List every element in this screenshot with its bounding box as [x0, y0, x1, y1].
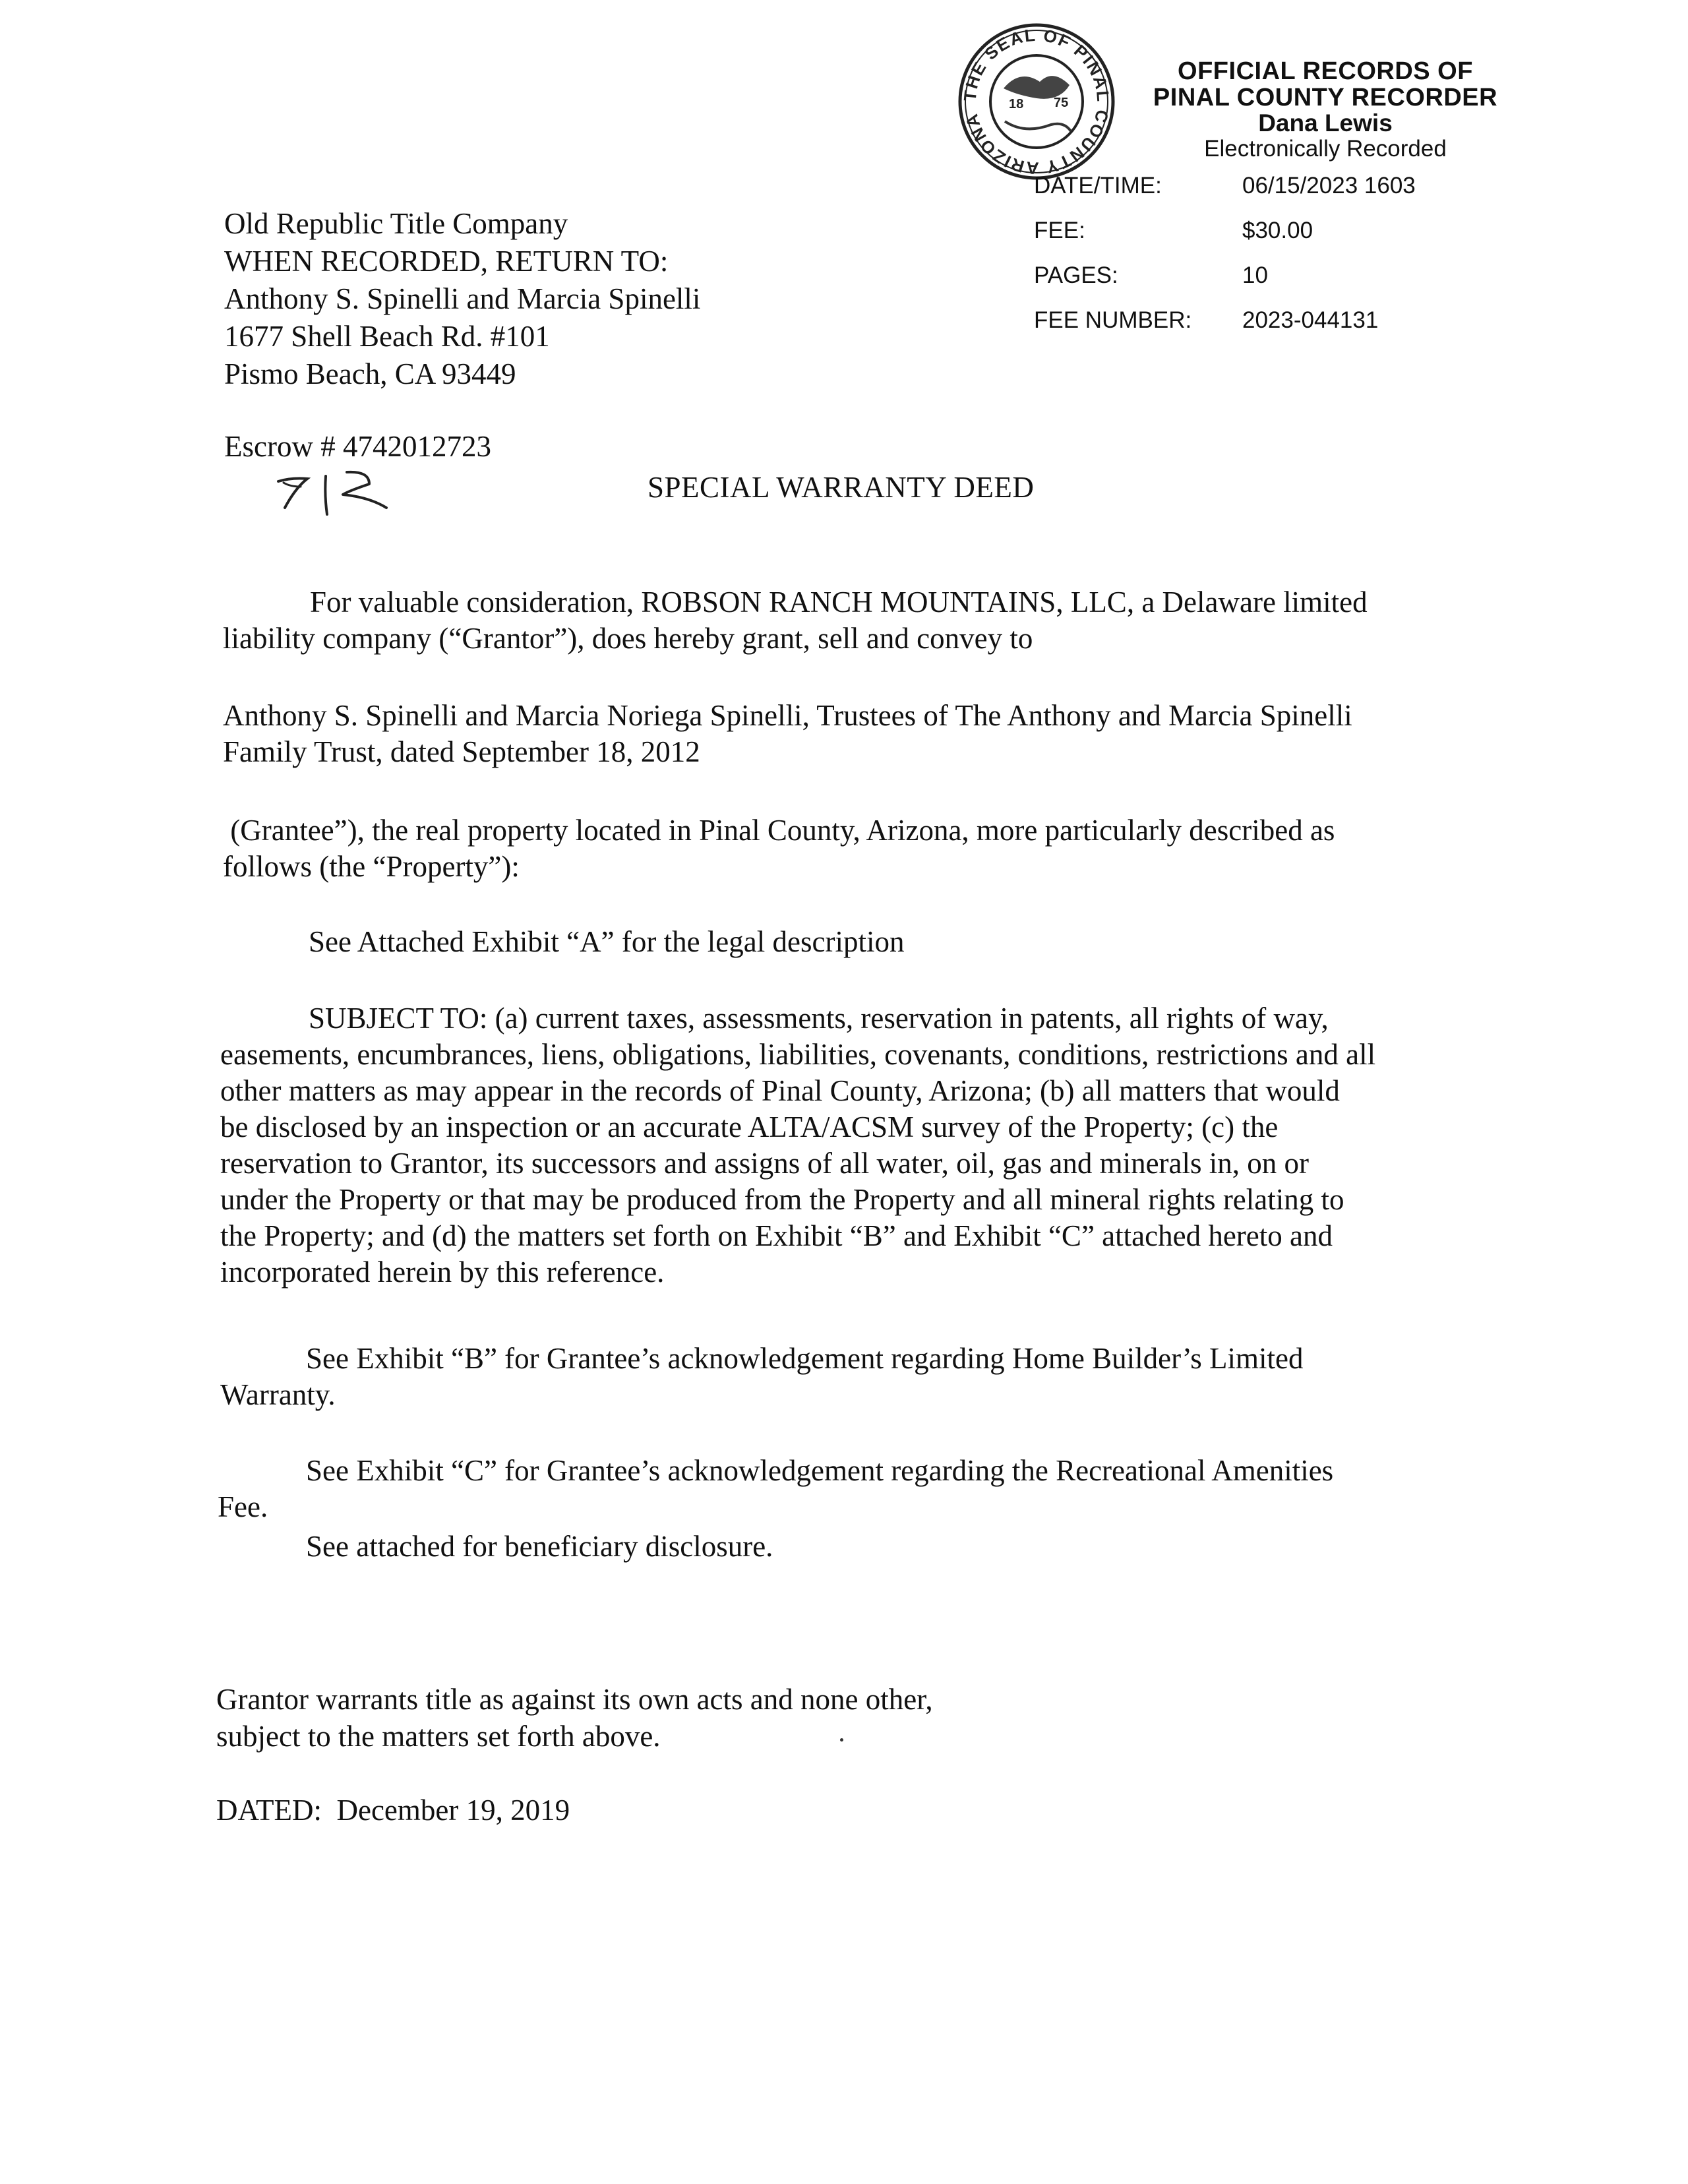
- recording-label: PAGES:: [1034, 262, 1118, 288]
- stray-mark: [840, 1738, 843, 1742]
- warranty-line: Grantor warrants title as against its own acts and none other,: [216, 1683, 933, 1716]
- exhibit-b-line: Warranty.: [220, 1378, 336, 1411]
- grantee-line: Anthony S. Spinelli and Marcia Noriega Spinelli, Trustees of The Anthony and Marcia Spinelli: [223, 699, 1352, 732]
- svg-text:THE SEAL OF PINAL COUNTY ARIZO: THE SEAL OF PINAL COUNTY ARIZONA: [959, 24, 1114, 179]
- county-seal-icon: [957, 22, 1116, 181]
- subject-to-line: incorporated herein by this reference.: [220, 1256, 665, 1289]
- grantee-line: Family Trust, dated September 18, 2012: [223, 735, 700, 768]
- svg-text:18: 18: [1009, 97, 1024, 111]
- recording-value: 10: [1242, 262, 1268, 288]
- recorder-header: [1121, 58, 1530, 162]
- recorder-name: Dana Lewis: [1258, 109, 1393, 136]
- subject-to-line: easements, encumbrances, liens, obligations, liabilities, covenants, conditions, restrictions and all: [220, 1038, 1376, 1071]
- subject-to-line: SUBJECT TO: (a) current taxes, assessments, reservation in patents, all rights of way,: [309, 1002, 1329, 1035]
- exhibit-a-line: See Attached Exhibit “A” for the legal description: [309, 925, 905, 958]
- document-title: SPECIAL WARRANTY DEED: [648, 471, 1035, 504]
- recorded-note: Electronically Recorded: [1204, 136, 1447, 162]
- recording-value: $30.00: [1242, 218, 1313, 243]
- return-company: Old Republic Title Company: [224, 207, 568, 240]
- dated-line: DATED: December 19, 2019: [216, 1794, 570, 1827]
- return-street: 1677 Shell Beach Rd. #101: [224, 320, 550, 353]
- return-city: Pismo Beach, CA 93449: [224, 357, 516, 390]
- recording-value: 06/15/2023 1603: [1242, 173, 1416, 198]
- consideration-line: For valuable consideration, ROBSON RANCH MOUNTAINS, LLC, a Delaware limited: [310, 586, 1368, 619]
- exhibit-c-line: Fee.: [218, 1490, 268, 1523]
- exhibit-c-line: See Exhibit “C” for Grantee’s acknowledgement regarding the Recreational Amenities: [306, 1454, 1334, 1487]
- subject-to-line: reservation to Grantor, its successors and assigns of all water, oil, gas and minerals in, on or: [220, 1147, 1310, 1180]
- recorder-title-line2: PINAL COUNTY RECORDER: [1153, 84, 1498, 111]
- escrow-number: Escrow # 4742012723: [224, 430, 491, 463]
- exhibit-b-line: See Exhibit “B” for Grantee’s acknowledgement regarding Home Builder’s Limited: [306, 1342, 1304, 1375]
- warranty-line: subject to the matters set forth above.: [216, 1720, 661, 1753]
- recording-value: 2023-044131: [1242, 307, 1379, 333]
- return-instruction: WHEN RECORDED, RETURN TO:: [224, 245, 669, 278]
- svg-text:75: 75: [1054, 96, 1069, 110]
- subject-to-line: be disclosed by an inspection or an accurate ALTA/ACSM survey of the Property; (c) the: [220, 1110, 1279, 1143]
- recording-label: FEE NUMBER:: [1034, 307, 1192, 333]
- return-names: Anthony S. Spinelli and Marcia Spinelli: [224, 282, 701, 315]
- handwritten-note-icon: [274, 462, 400, 521]
- property-line: (Grantee”), the real property located in Pinal County, Arizona, more particularly described as: [223, 814, 1335, 847]
- property-line: follows (the “Property”):: [223, 850, 520, 883]
- subject-to-line: other matters as may appear in the records of Pinal County, Arizona; (b) all matters that would: [220, 1074, 1340, 1107]
- subject-to-line: under the Property or that may be produced from the Property and all mineral rights relating to: [220, 1183, 1344, 1216]
- recorder-title-line1: OFFICIAL RECORDS OF: [1178, 57, 1473, 85]
- recording-label: DATE/TIME:: [1034, 173, 1162, 198]
- consideration-line: liability company (“Grantor”), does hereby grant, sell and convey to: [223, 622, 1033, 655]
- recording-label: FEE:: [1034, 218, 1085, 243]
- subject-to-line: the Property; and (d) the matters set forth on Exhibit “B” and Exhibit “C” attached hereto and: [220, 1219, 1333, 1252]
- beneficiary-line: See attached for beneficiary disclosure.: [306, 1530, 773, 1563]
